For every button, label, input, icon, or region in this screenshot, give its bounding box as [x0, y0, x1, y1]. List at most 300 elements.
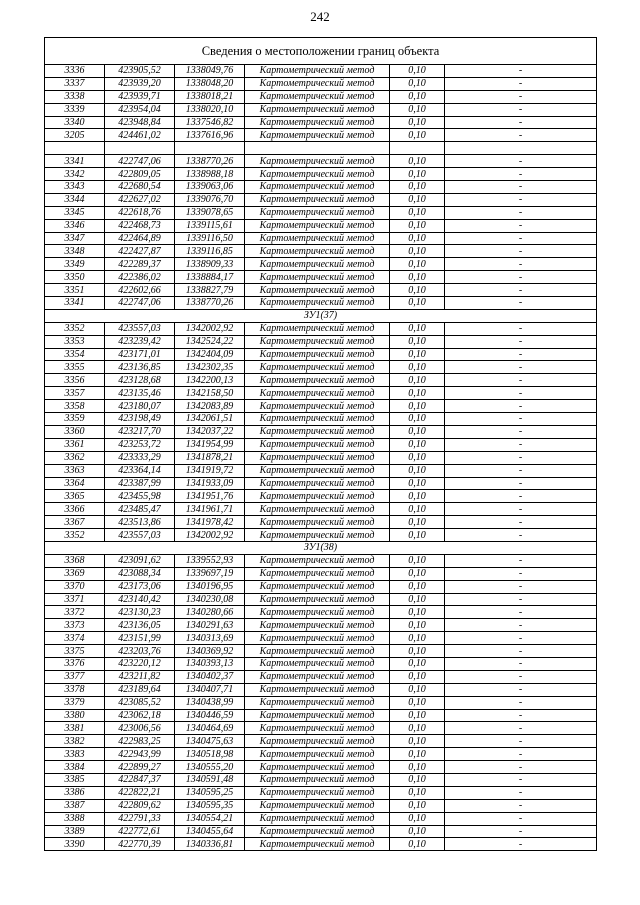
table-cell: - — [445, 400, 597, 413]
table-cell: 423203,76 — [105, 645, 175, 658]
table-cell: 0,10 — [390, 451, 445, 464]
table-cell: Картометрический метод — [245, 193, 390, 206]
table-cell: 422899,27 — [105, 761, 175, 774]
table-cell: - — [445, 245, 597, 258]
table-row — [45, 606, 597, 619]
table-cell: Картометрический метод — [245, 554, 390, 567]
table-cell: 3384 — [45, 761, 105, 774]
table-cell: - — [445, 322, 597, 335]
table-cell: 1340313,69 — [175, 632, 245, 645]
table-cell: 0,10 — [390, 413, 445, 426]
table-cell: 3346 — [45, 219, 105, 232]
table-cell: Картометрический метод — [245, 374, 390, 387]
table-cell: 3357 — [45, 387, 105, 400]
table-cell: 0,10 — [390, 90, 445, 103]
table-cell: 0,10 — [390, 103, 445, 116]
table-cell: 1340595,35 — [175, 799, 245, 812]
table-cell: 1339116,50 — [175, 232, 245, 245]
table-cell: Картометрический метод — [245, 284, 390, 297]
table-cell: 0,10 — [390, 516, 445, 529]
table-cell: - — [445, 709, 597, 722]
table-cell: 1338020,10 — [175, 103, 245, 116]
table-cell: 1342061,51 — [175, 413, 245, 426]
table-cell: Картометрический метод — [245, 335, 390, 348]
table-cell: 3389 — [45, 825, 105, 838]
section-label: ЗУ1(37) — [45, 309, 597, 322]
table-cell: 0,10 — [390, 580, 445, 593]
table-cell: - — [445, 206, 597, 219]
table-cell: Картометрический метод — [245, 683, 390, 696]
table-row — [45, 438, 597, 451]
table-cell: Картометрический метод — [245, 322, 390, 335]
table-row — [45, 503, 597, 516]
table-cell: Картометрический метод — [245, 464, 390, 477]
table-cell: 1338018,21 — [175, 90, 245, 103]
table-cell: 422747,06 — [105, 297, 175, 310]
table-cell: Картометрический метод — [245, 799, 390, 812]
table-cell: 423557,03 — [105, 322, 175, 335]
table-cell: - — [445, 258, 597, 271]
table-cell: 3340 — [45, 116, 105, 129]
table-cell: 3372 — [45, 606, 105, 619]
table-row — [45, 748, 597, 761]
table-cell: 1340464,69 — [175, 722, 245, 735]
table-cell: 1339078,65 — [175, 206, 245, 219]
table-cell: 1341951,76 — [175, 490, 245, 503]
table-cell: 0,10 — [390, 348, 445, 361]
table-row — [45, 580, 597, 593]
table-cell: 1337616,96 — [175, 129, 245, 142]
table-cell: 1342404,09 — [175, 348, 245, 361]
table-cell: 423136,05 — [105, 619, 175, 632]
table-cell: 423062,18 — [105, 709, 175, 722]
table-cell: Картометрический метод — [245, 219, 390, 232]
table-cell: 1339115,61 — [175, 219, 245, 232]
table-cell-empty — [445, 142, 597, 155]
table-cell: 0,10 — [390, 155, 445, 168]
table-cell: Картометрический метод — [245, 181, 390, 194]
table-cell: 3350 — [45, 271, 105, 284]
table-cell: 1340402,37 — [175, 670, 245, 683]
table-cell: 422747,06 — [105, 155, 175, 168]
table-cell: 1338048,20 — [175, 77, 245, 90]
table-cell: 3386 — [45, 786, 105, 799]
table-row — [45, 657, 597, 670]
table-cell: 3343 — [45, 181, 105, 194]
table-cell: Картометрический метод — [245, 400, 390, 413]
table-body — [45, 65, 597, 851]
table-cell: - — [445, 193, 597, 206]
table-cell: Картометрический метод — [245, 258, 390, 271]
table-cell: - — [445, 129, 597, 142]
table-cell: 1340393,13 — [175, 657, 245, 670]
table-cell: 422680,54 — [105, 181, 175, 194]
table-cell: 0,10 — [390, 116, 445, 129]
table-cell: 0,10 — [390, 206, 445, 219]
section-row — [45, 309, 597, 322]
table-cell: 423939,20 — [105, 77, 175, 90]
table-row — [45, 387, 597, 400]
table-cell: - — [445, 825, 597, 838]
table-row — [45, 425, 597, 438]
table-row — [45, 812, 597, 825]
table-row — [45, 554, 597, 567]
table-cell: - — [445, 773, 597, 786]
table-cell: 1340369,92 — [175, 645, 245, 658]
table-cell: Картометрический метод — [245, 567, 390, 580]
table-row — [45, 670, 597, 683]
table-cell: 0,10 — [390, 799, 445, 812]
table-cell: 423140,42 — [105, 593, 175, 606]
table-cell: 0,10 — [390, 490, 445, 503]
table-row — [45, 786, 597, 799]
table-cell: - — [445, 374, 597, 387]
table-cell: 3378 — [45, 683, 105, 696]
table-cell: 0,10 — [390, 438, 445, 451]
table-cell: 1342200,13 — [175, 374, 245, 387]
table-cell: 1340291,63 — [175, 619, 245, 632]
table-cell: 0,10 — [390, 761, 445, 774]
table-cell: Картометрический метод — [245, 413, 390, 426]
table-cell: - — [445, 696, 597, 709]
table-cell: 423136,85 — [105, 361, 175, 374]
table-cell: - — [445, 619, 597, 632]
table-cell: 3348 — [45, 245, 105, 258]
table-cell: 1341919,72 — [175, 464, 245, 477]
table-cell: 422618,76 — [105, 206, 175, 219]
table-cell: 423128,68 — [105, 374, 175, 387]
table-row — [45, 103, 597, 116]
table-cell: 1338988,18 — [175, 168, 245, 181]
table-cell: - — [445, 761, 597, 774]
table-row — [45, 645, 597, 658]
table-cell: - — [445, 799, 597, 812]
table-cell: 1340407,71 — [175, 683, 245, 696]
table-cell: - — [445, 413, 597, 426]
table-cell: 1339552,93 — [175, 554, 245, 567]
table-cell: 3379 — [45, 696, 105, 709]
table-row — [45, 116, 597, 129]
table-cell: 3376 — [45, 657, 105, 670]
table-cell: 423239,42 — [105, 335, 175, 348]
table-cell: 422943,99 — [105, 748, 175, 761]
boundaries-table-wrapper — [44, 37, 596, 851]
table-cell: 422602,66 — [105, 284, 175, 297]
table-cell: 0,10 — [390, 181, 445, 194]
table-cell: 3365 — [45, 490, 105, 503]
table-cell: - — [445, 632, 597, 645]
table-cell-empty — [45, 142, 105, 155]
table-cell: Картометрический метод — [245, 65, 390, 78]
table-cell: 3367 — [45, 516, 105, 529]
table-cell: 0,10 — [390, 683, 445, 696]
table-cell: Картометрический метод — [245, 490, 390, 503]
table-cell: - — [445, 735, 597, 748]
table-cell: - — [445, 284, 597, 297]
table-cell: 3336 — [45, 65, 105, 78]
table-cell: 423173,06 — [105, 580, 175, 593]
table-cell: 3388 — [45, 812, 105, 825]
table-row — [45, 90, 597, 103]
table-row — [45, 529, 597, 542]
table-cell: - — [445, 670, 597, 683]
table-cell: 3353 — [45, 335, 105, 348]
table-cell: 0,10 — [390, 619, 445, 632]
table-cell: - — [445, 271, 597, 284]
table-cell: 423939,71 — [105, 90, 175, 103]
table-cell: 0,10 — [390, 838, 445, 851]
table-cell: 3342 — [45, 168, 105, 181]
table-cell: Картометрический метод — [245, 516, 390, 529]
table-row — [45, 516, 597, 529]
table-cell: 0,10 — [390, 606, 445, 619]
table-cell: 422983,25 — [105, 735, 175, 748]
table-cell: Картометрический метод — [245, 812, 390, 825]
table-cell: Картометрический метод — [245, 129, 390, 142]
table-cell: 3351 — [45, 284, 105, 297]
table-cell: 3364 — [45, 477, 105, 490]
table-cell: 0,10 — [390, 129, 445, 142]
table-cell: 422847,37 — [105, 773, 175, 786]
table-cell: - — [445, 838, 597, 851]
table-cell: Картометрический метод — [245, 786, 390, 799]
table-cell: 3366 — [45, 503, 105, 516]
table-cell: Картометрический метод — [245, 735, 390, 748]
table-cell: 0,10 — [390, 232, 445, 245]
table-cell: - — [445, 657, 597, 670]
table-cell: 0,10 — [390, 529, 445, 542]
table-cell: 3337 — [45, 77, 105, 90]
table-cell: 3363 — [45, 464, 105, 477]
table-cell: 423253,72 — [105, 438, 175, 451]
table-cell: 1342524,22 — [175, 335, 245, 348]
table-cell: 1338884,17 — [175, 271, 245, 284]
table-row — [45, 335, 597, 348]
table-cell: Картометрический метод — [245, 297, 390, 310]
table-cell: 3359 — [45, 413, 105, 426]
table-cell: 1340518,98 — [175, 748, 245, 761]
boundaries-table — [44, 37, 597, 851]
table-cell: - — [445, 181, 597, 194]
table-cell: 0,10 — [390, 773, 445, 786]
table-cell: - — [445, 516, 597, 529]
table-cell: - — [445, 77, 597, 90]
table-cell: 3352 — [45, 322, 105, 335]
table-cell: 422791,33 — [105, 812, 175, 825]
table-cell: 0,10 — [390, 593, 445, 606]
table-cell: 423006,56 — [105, 722, 175, 735]
table-row — [45, 632, 597, 645]
table-cell: 423130,23 — [105, 606, 175, 619]
table-cell: - — [445, 219, 597, 232]
table-cell: 1342083,89 — [175, 400, 245, 413]
table-row — [45, 451, 597, 464]
table-cell: 3338 — [45, 90, 105, 103]
table-cell: 0,10 — [390, 554, 445, 567]
table-cell: 1340230,08 — [175, 593, 245, 606]
table-cell: 423135,46 — [105, 387, 175, 400]
table-cell: 1340554,21 — [175, 812, 245, 825]
table-cell: Картометрический метод — [245, 761, 390, 774]
table-cell: 0,10 — [390, 632, 445, 645]
table-cell: 1339063,06 — [175, 181, 245, 194]
table-cell: 423180,07 — [105, 400, 175, 413]
table-cell: Картометрический метод — [245, 245, 390, 258]
table-cell: 3382 — [45, 735, 105, 748]
table-cell: 0,10 — [390, 387, 445, 400]
table-cell: 0,10 — [390, 786, 445, 799]
table-row — [45, 722, 597, 735]
table-cell: - — [445, 554, 597, 567]
table-cell: 423485,47 — [105, 503, 175, 516]
table-cell: 1338770,26 — [175, 155, 245, 168]
table-cell: - — [445, 155, 597, 168]
table-cell: 0,10 — [390, 258, 445, 271]
table-cell: 423189,64 — [105, 683, 175, 696]
table-cell: 422289,37 — [105, 258, 175, 271]
table-cell: 0,10 — [390, 335, 445, 348]
table-cell: - — [445, 335, 597, 348]
table-cell: - — [445, 593, 597, 606]
table-cell: 3352 — [45, 529, 105, 542]
table-cell: 423905,52 — [105, 65, 175, 78]
table-cell: Картометрический метод — [245, 155, 390, 168]
table-cell: 1339116,85 — [175, 245, 245, 258]
table-cell: 423333,29 — [105, 451, 175, 464]
table-cell: 422427,87 — [105, 245, 175, 258]
table-cell: 424461,02 — [105, 129, 175, 142]
table-cell: 422772,61 — [105, 825, 175, 838]
table-cell-empty — [390, 142, 445, 155]
table-row — [45, 206, 597, 219]
table-cell-empty — [105, 142, 175, 155]
table-cell: 423455,98 — [105, 490, 175, 503]
table-cell: Картометрический метод — [245, 709, 390, 722]
table-cell: 1341878,21 — [175, 451, 245, 464]
table-row — [45, 245, 597, 258]
table-row — [45, 709, 597, 722]
table-cell: 423217,70 — [105, 425, 175, 438]
table-cell: 423557,03 — [105, 529, 175, 542]
table-cell: 0,10 — [390, 400, 445, 413]
table-cell: Картометрический метод — [245, 271, 390, 284]
table-cell: - — [445, 361, 597, 374]
table-cell: 1340446,59 — [175, 709, 245, 722]
table-cell: 3341 — [45, 297, 105, 310]
table-row — [45, 773, 597, 786]
table-cell: - — [445, 90, 597, 103]
table-cell: 423171,01 — [105, 348, 175, 361]
table-cell: 3358 — [45, 400, 105, 413]
table-cell: - — [445, 503, 597, 516]
table-cell-empty — [175, 142, 245, 155]
table-cell: - — [445, 606, 597, 619]
table-cell: 0,10 — [390, 696, 445, 709]
table-row — [45, 168, 597, 181]
table-cell: 0,10 — [390, 748, 445, 761]
table-cell: - — [445, 464, 597, 477]
table-cell: 0,10 — [390, 464, 445, 477]
table-cell: 3347 — [45, 232, 105, 245]
table-row — [45, 619, 597, 632]
table-cell: 3356 — [45, 374, 105, 387]
table-row — [45, 129, 597, 142]
table-cell: 423211,82 — [105, 670, 175, 683]
table-row — [45, 735, 597, 748]
table-cell: Картометрический метод — [245, 387, 390, 400]
table-cell: 422386,02 — [105, 271, 175, 284]
table-cell: Картометрический метод — [245, 825, 390, 838]
table-cell: - — [445, 297, 597, 310]
table-cell: Картометрический метод — [245, 77, 390, 90]
table-cell: 3341 — [45, 155, 105, 168]
table-cell: 0,10 — [390, 297, 445, 310]
table-cell: 3390 — [45, 838, 105, 851]
table-row — [45, 567, 597, 580]
table-cell: Картометрический метод — [245, 451, 390, 464]
table-cell: 3205 — [45, 129, 105, 142]
table-title-row — [45, 38, 597, 65]
table-cell: 1342158,50 — [175, 387, 245, 400]
table-row — [45, 696, 597, 709]
table-cell: 3380 — [45, 709, 105, 722]
table-cell: - — [445, 425, 597, 438]
table-cell: 0,10 — [390, 284, 445, 297]
table-cell: Картометрический метод — [245, 348, 390, 361]
table-cell: 1342302,35 — [175, 361, 245, 374]
table-cell: Картометрический метод — [245, 580, 390, 593]
table-cell: 0,10 — [390, 425, 445, 438]
table-cell: - — [445, 103, 597, 116]
table-row — [45, 322, 597, 335]
table-cell: - — [445, 438, 597, 451]
table-cell: 423088,34 — [105, 567, 175, 580]
table-row — [45, 477, 597, 490]
table-cell: 0,10 — [390, 168, 445, 181]
table-cell: Картометрический метод — [245, 645, 390, 658]
table-row — [45, 155, 597, 168]
table-cell: 3345 — [45, 206, 105, 219]
table-cell: 1341961,71 — [175, 503, 245, 516]
table-cell: Картометрический метод — [245, 477, 390, 490]
table-cell: 3354 — [45, 348, 105, 361]
table-cell: Картометрический метод — [245, 606, 390, 619]
table-cell: 423220,12 — [105, 657, 175, 670]
table-cell: 3361 — [45, 438, 105, 451]
table-cell: Картометрический метод — [245, 838, 390, 851]
table-row — [45, 374, 597, 387]
table-cell: Картометрический метод — [245, 103, 390, 116]
table-cell: 1338770,26 — [175, 297, 245, 310]
table-row — [45, 271, 597, 284]
table-cell: 1339697,19 — [175, 567, 245, 580]
table-cell: 1340196,95 — [175, 580, 245, 593]
table-cell: 3381 — [45, 722, 105, 735]
table-cell: 0,10 — [390, 374, 445, 387]
table-cell: 0,10 — [390, 271, 445, 284]
page-number: 242 — [310, 9, 330, 24]
table-cell: 0,10 — [390, 825, 445, 838]
table-cell: - — [445, 567, 597, 580]
table-cell: 1338049,76 — [175, 65, 245, 78]
table-cell: 3344 — [45, 193, 105, 206]
table-row — [45, 400, 597, 413]
table-cell: 0,10 — [390, 219, 445, 232]
table-cell: 1340280,66 — [175, 606, 245, 619]
table-cell: 0,10 — [390, 245, 445, 258]
table-cell: - — [445, 387, 597, 400]
table-cell: Картометрический метод — [245, 503, 390, 516]
